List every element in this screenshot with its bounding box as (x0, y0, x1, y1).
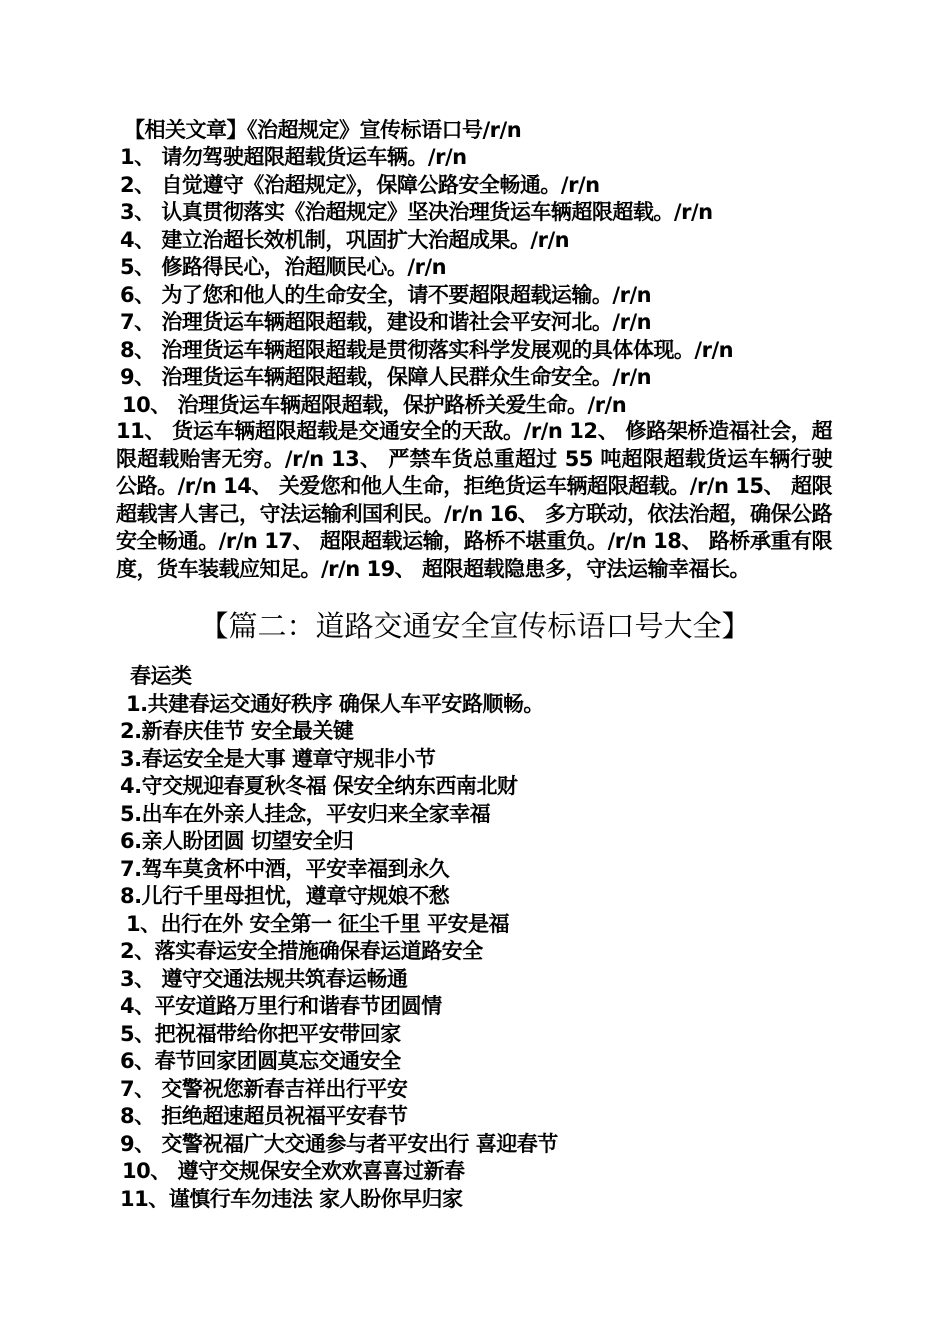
slogan-item: 6、 为了您和他人的生命安全，请不要超限超载运输。/r/n (120, 283, 652, 307)
list-item: 8、 拒绝超速超员祝福平安春节 (120, 1104, 408, 1128)
list-item: 6、春节回家团圆莫忘交通安全 (120, 1049, 401, 1073)
list-item: 3.春运安全是大事 遵章守规非小节 (120, 747, 436, 771)
section-heading: 【篇二：道路交通安全宣传标语口号大全】 (199, 609, 751, 643)
list-item: 2.新春庆佳节 安全最关键 (120, 719, 354, 743)
list-item: 7、 交警祝您新春吉祥出行平安 (120, 1077, 408, 1101)
list-item: 3、 遵守交通法规共筑春运畅通 (120, 967, 408, 991)
list-item: 9、 交警祝福广大交通参与者平安出行 喜迎春节 (120, 1132, 558, 1156)
slogan-item: 2、 自觉遵守《治超规定》，保障公路安全畅通。/r/n (120, 173, 600, 197)
slogan-paragraph: 11、 货运车辆超限超载是交通安全的天敌。/r/n 12、 修路架桥造福社会，超限超载贻害无穷。/r/n 13、 严禁车货总重超过 55 吨超限超载货运车辆行驶公路。/r/n 14、 关爱您和他人生命，拒绝货运车辆超限超载。/r/n 15、 超限超载害人害己，守法运输利国利民。/r/n 16、 多方联动，依法治超，确保公路安全畅通。/r/n 17、 超限超载运输，路桥不堪重负。/r/n 18、 路桥承重有限度，货车装载应知足。/r/n 19、 超限超载隐患多，守法运输幸福长。 (116, 419, 832, 581)
list-item: 2、落实春运安全措施确保春运道路安全 (120, 939, 483, 963)
slogan-item: 8、 治理货运车辆超限超载是贯彻落实科学发展观的具体体现。/r/n (120, 338, 734, 362)
list-item: 1.共建春运交通好秩序 确保人车平安路顺畅。 (126, 692, 544, 716)
slogan-item: 7、 治理货运车辆超限超载，建设和谐社会平安河北。/r/n (120, 310, 652, 334)
list-item: 6.亲人盼团圆 切望安全归 (120, 829, 354, 853)
list-item: 10、 遵守交规保安全欢欢喜喜过新春 (122, 1159, 465, 1183)
list-item: 4.守交规迎春夏秋冬福 保安全纳东西南北财 (120, 774, 518, 798)
list-item: 1、出行在外 安全第一 征尘千里 平安是福 (126, 912, 510, 936)
list-item: 8.儿行千里母担忧，遵章守规娘不愁 (120, 884, 450, 908)
slogan-item: 9、 治理货运车辆超限超载，保障人民群众生命安全。/r/n (120, 365, 652, 389)
slogan-item: 1、 请勿驾驶超限超载货运车辆。/r/n (120, 145, 467, 169)
slogan-item: 5、 修路得民心，治超顺民心。/r/n (120, 255, 447, 279)
list-item: 11、谨慎行车勿违法 家人盼你早归家 (120, 1187, 463, 1211)
list-item: 4、平安道路万里行和谐春节团圆情 (120, 994, 442, 1018)
list-item: 7.驾车莫贪杯中酒，平安幸福到永久 (120, 857, 450, 881)
article-title: 【相关文章】《治超规定》宣传标语口号/r/n (124, 118, 522, 142)
list-item: 5、把祝福带给你把平安带回家 (120, 1022, 401, 1046)
list-item: 5.出车在外亲人挂念，平安归来全家幸福 (120, 802, 491, 826)
slogan-item: 10、 治理货运车辆超限超载，保护路桥关爱生命。/r/n (122, 393, 627, 417)
category-label: 春运类 (130, 664, 192, 688)
slogan-item: 3、 认真贯彻落实《治超规定》坚决治理货运车辆超限超载。/r/n (120, 200, 713, 224)
slogan-item: 4、 建立治超长效机制，巩固扩大治超成果。/r/n (120, 228, 570, 252)
